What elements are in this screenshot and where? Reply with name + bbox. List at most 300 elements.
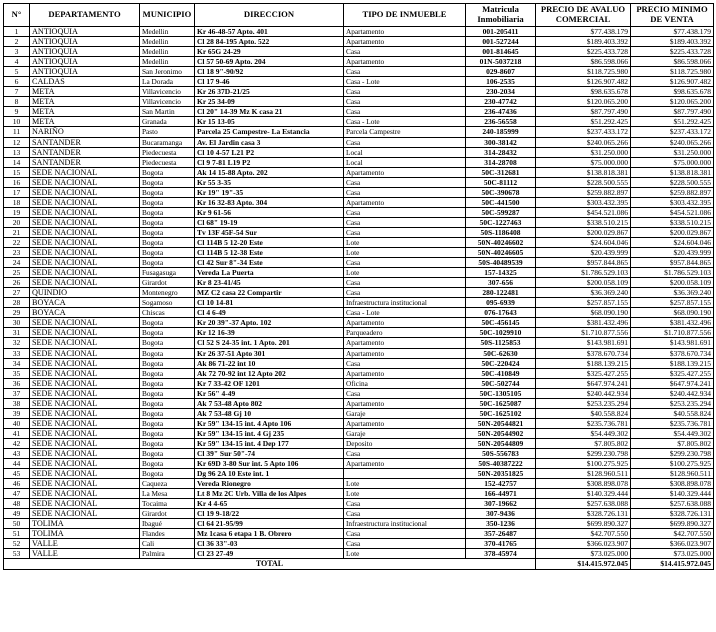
table-row [4,197,714,207]
cell-property-type: Deposito [344,438,466,448]
cell-number: 3 [4,47,30,57]
cell-municipality: Bogota [140,428,195,438]
cell-commercial-price: $42.707.550 [536,529,631,539]
cell-municipality: Piedecuesta [140,157,195,167]
cell-minimum-price: $20.439.999 [631,248,714,258]
table-row [4,227,714,237]
cell-property-type: Apartamento [344,167,466,177]
cell-address: Cl 10 14-81 [195,298,344,308]
cell-department: ANTIOQUIA [30,57,140,67]
cell-minimum-price: $308.898.078 [631,479,714,489]
cell-address: Cl 20" 14-39 Mz K casa 21 [195,107,344,117]
cell-property-type: Casa [344,499,466,509]
cell-minimum-price: $647.974.241 [631,378,714,388]
cell-property-type: Casa [344,509,466,519]
cell-number: 6 [4,77,30,87]
table-row [4,137,714,147]
cell-number: 33 [4,348,30,358]
cell-registration: 370-41765 [466,539,536,549]
cell-minimum-price: $325.427.255 [631,368,714,378]
cell-commercial-price: $126.907.482 [536,77,631,87]
cell-minimum-price: $240.442.934 [631,388,714,398]
cell-property-type: Apartamento [344,368,466,378]
cell-municipality: Bogota [140,459,195,469]
cell-minimum-price: $24.604.046 [631,237,714,247]
cell-municipality: Bogota [140,167,195,177]
cell-registration: 001-527244 [466,37,536,47]
cell-minimum-price: $73.025.000 [631,549,714,559]
cell-commercial-price: $120.065.200 [536,97,631,107]
cell-number: 41 [4,428,30,438]
cell-minimum-price: $68.090.190 [631,308,714,318]
cell-number: 43 [4,448,30,458]
cell-property-type: Casa [344,227,466,237]
cell-department: BOYACA [30,298,140,308]
cell-registration: 50C-1625087 [466,398,536,408]
cell-commercial-price: $1.786.529.103 [536,268,631,278]
cell-registration: 236-56558 [466,117,536,127]
cell-commercial-price: $140.329.444 [536,489,631,499]
cell-address: Cl 17 9-46 [195,77,344,87]
cell-registration: 50C-312681 [466,167,536,177]
cell-minimum-price: $303.432.395 [631,197,714,207]
table-row [4,549,714,559]
cell-municipality: Medellin [140,37,195,47]
cell-commercial-price: $240.065.266 [536,137,631,147]
cell-number: 52 [4,539,30,549]
cell-department: SEDE NACIONAL [30,348,140,358]
cell-address: Kr 59" 134-15 int. 4 Apto 106 [195,418,344,428]
cell-address: Kr 16 32-83 Apto. 304 [195,197,344,207]
cell-minimum-price: $378.670.734 [631,348,714,358]
cell-municipality: Bogota [140,378,195,388]
cell-property-type: Apartamento [344,418,466,428]
cell-number: 2 [4,37,30,47]
cell-municipality: Villavicencio [140,87,195,97]
cell-number: 40 [4,418,30,428]
cell-department: SANTANDER [30,137,140,147]
cell-minimum-price: $138.818.381 [631,167,714,177]
cell-department: TOLIMA [30,519,140,529]
cell-commercial-price: $40.558.824 [536,408,631,418]
cell-department: SEDE NACIONAL [30,408,140,418]
cell-minimum-price: $257.638.088 [631,499,714,509]
cell-commercial-price: $24.604.046 [536,237,631,247]
cell-number: 12 [4,137,30,147]
cell-minimum-price: $1.786.529.103 [631,268,714,278]
header-municipality: MUNICIPIO [140,4,195,27]
cell-registration: 314-28708 [466,157,536,167]
header-registration: Matricula Inmobiliaria [466,4,536,27]
cell-registration: 300-38142 [466,137,536,147]
cell-department: SEDE NACIONAL [30,509,140,519]
cell-commercial-price: $259.882.897 [536,187,631,197]
table-body [4,27,714,559]
cell-department: SEDE NACIONAL [30,418,140,428]
cell-address: Kr 55 3-35 [195,177,344,187]
cell-municipality: Flandes [140,529,195,539]
cell-number: 44 [4,459,30,469]
cell-department: ANTIOQUIA [30,47,140,57]
cell-commercial-price: $647.974.241 [536,378,631,388]
cell-municipality: Bogota [140,177,195,187]
cell-address: Kr 65G 24-29 [195,47,344,57]
cell-commercial-price: $381.432.496 [536,318,631,328]
cell-address: Kr 59" 134-15 int. 4 Dep 177 [195,438,344,448]
cell-address: Kr 46-48-57 Apto. 401 [195,27,344,37]
cell-municipality: Granada [140,117,195,127]
cell-municipality: Bogota [140,388,195,398]
cell-department: SEDE NACIONAL [30,489,140,499]
cell-minimum-price: $235.736.781 [631,418,714,428]
cell-registration: 029-8607 [466,67,536,77]
cell-department: SEDE NACIONAL [30,358,140,368]
cell-property-type: Lote [344,268,466,278]
table-row [4,268,714,278]
cell-minimum-price: $51.292.425 [631,117,714,127]
cell-property-type: Garaje [344,408,466,418]
cell-address: Cl 64 21-95/99 [195,519,344,529]
cell-department: ANTIOQUIA [30,67,140,77]
cell-registration: 50C-410849 [466,368,536,378]
cell-number: 37 [4,388,30,398]
cell-municipality: San Jeronimo [140,67,195,77]
table-row [4,318,714,328]
cell-municipality: Bogota [140,227,195,237]
cell-commercial-price: $68.090.190 [536,308,631,318]
cell-registration: 50C-1029910 [466,328,536,338]
cell-property-type: Lote [344,489,466,499]
table-row [4,77,714,87]
cell-minimum-price: $299.230.798 [631,448,714,458]
cell-number: 42 [4,438,30,448]
cell-commercial-price: $138.818.381 [536,167,631,177]
cell-municipality: Bogota [140,318,195,328]
cell-department: BOYACA [30,308,140,318]
cell-property-type: Casa [344,358,466,368]
cell-municipality: Bogota [140,258,195,268]
cell-minimum-price: $128.960.511 [631,469,714,479]
cell-property-type: Casa [344,278,466,288]
cell-minimum-price: $42.707.550 [631,529,714,539]
cell-department: SEDE NACIONAL [30,368,140,378]
cell-minimum-price: $253.235.294 [631,398,714,408]
cell-municipality: Bucaramanga [140,137,195,147]
cell-municipality: Bogota [140,338,195,348]
cell-minimum-price: $338.510.215 [631,217,714,227]
cell-number: 17 [4,187,30,197]
cell-registration: 50C-502744 [466,378,536,388]
header-minimum-price: PRECIO MINIMO DE VENTA [631,4,714,27]
cell-department: SEDE NACIONAL [30,278,140,288]
cell-address: Kr 4 4-65 [195,499,344,509]
cell-commercial-price: $240.442.934 [536,388,631,398]
cell-address: Kr 15 13-05 [195,117,344,127]
table-row [4,157,714,167]
cell-municipality: Medellin [140,57,195,67]
cell-municipality: San Martin [140,107,195,117]
cell-address: Cl 23 27-49 [195,549,344,559]
cell-registration: 50N-20544821 [466,418,536,428]
cell-commercial-price: $200.029.867 [536,227,631,237]
cell-property-type: Apartamento [344,459,466,469]
cell-municipality: Ibagué [140,519,195,529]
cell-number: 31 [4,328,30,338]
cell-address: Kr 9 61-56 [195,207,344,217]
cell-commercial-price: $73.025.000 [536,549,631,559]
cell-registration: 50N-40246605 [466,248,536,258]
cell-address: Av. El Jardin casa 3 [195,137,344,147]
cell-department: SEDE NACIONAL [30,177,140,187]
cell-number: 16 [4,177,30,187]
cell-registration: 166-44971 [466,489,536,499]
cell-property-type: Apartamento [344,57,466,67]
cell-registration: 236-47436 [466,107,536,117]
cell-minimum-price: $1.710.877.556 [631,328,714,338]
cell-department: SEDE NACIONAL [30,398,140,408]
table-row [4,47,714,57]
cell-municipality: Medellin [140,27,195,37]
cell-department: SANTANDER [30,157,140,167]
cell-registration: 230-2034 [466,87,536,97]
cell-commercial-price: $328.726.131 [536,509,631,519]
cell-minimum-price: $259.882.897 [631,187,714,197]
table-row [4,539,714,549]
cell-municipality: Bogota [140,348,195,358]
cell-property-type: Casa [344,177,466,187]
table-row [4,388,714,398]
cell-commercial-price: $128.960.511 [536,469,631,479]
cell-commercial-price: $51.292.425 [536,117,631,127]
cell-department: SEDE NACIONAL [30,338,140,348]
cell-address: Kr 25 34-09 [195,97,344,107]
cell-property-type: Apartamento [344,318,466,328]
cell-address: Cl 52 S 24-35 int. 1 Apto. 201 [195,338,344,348]
table-row [4,308,714,318]
cell-address: Cl 39" Sur 50"-74 [195,448,344,458]
header-commercial-price: PRECIO DE AVALUO COMERCIAL [536,4,631,27]
cell-property-type: Garaje [344,428,466,438]
cell-municipality: Bogota [140,368,195,378]
cell-department: NARIÑO [30,127,140,137]
cell-property-type: Casa [344,288,466,298]
cell-number: 22 [4,237,30,247]
cell-address: Kr 26 37-51 Apto 301 [195,348,344,358]
cell-commercial-price: $36.369.240 [536,288,631,298]
cell-department: QUINDIO [30,288,140,298]
cell-minimum-price: $957.844.865 [631,258,714,268]
cell-registration: 230-47742 [466,97,536,107]
cell-registration: 307-19662 [466,499,536,509]
cell-number: 23 [4,248,30,258]
table-row [4,248,714,258]
cell-commercial-price: $699.890.327 [536,519,631,529]
cell-department: SANTANDER [30,147,140,157]
cell-registration: 01N-5037218 [466,57,536,67]
cell-municipality: Bogota [140,358,195,368]
cell-commercial-price: $957.844.865 [536,258,631,268]
cell-minimum-price: $86.598.066 [631,57,714,67]
table-row [4,177,714,187]
cell-municipality: Cali [140,539,195,549]
cell-municipality: Girardot [140,278,195,288]
cell-number: 29 [4,308,30,318]
cell-commercial-price: $87.797.490 [536,107,631,117]
table-row [4,398,714,408]
cell-number: 26 [4,278,30,288]
cell-commercial-price: $257.638.088 [536,499,631,509]
cell-number: 36 [4,378,30,388]
cell-number: 39 [4,408,30,418]
header-row [4,4,714,27]
cell-address: Cl 4 6-49 [195,308,344,318]
cell-registration: 001-205411 [466,27,536,37]
cell-commercial-price: $299.230.798 [536,448,631,458]
cell-commercial-price: $235.736.781 [536,418,631,428]
cell-property-type: Lote [344,248,466,258]
cell-number: 5 [4,67,30,77]
table-row [4,368,714,378]
table-row [4,278,714,288]
table-row [4,479,714,489]
cell-number: 25 [4,268,30,278]
cell-commercial-price: $257.857.155 [536,298,631,308]
table-row [4,499,714,509]
header-address: DIRECCION [195,4,344,27]
cell-address: Ak 86 71-22 int 10 [195,358,344,368]
cell-address: Kr 59" 134-15 int. 4 Gj 235 [195,428,344,438]
cell-property-type: Casa [344,47,466,57]
cell-municipality: Bogota [140,187,195,197]
cell-address: MZ C2 casa 22 Compartir [195,288,344,298]
cell-municipality: Bogota [140,469,195,479]
cell-municipality: Montenegro [140,288,195,298]
table-row [4,459,714,469]
cell-municipality: Villavicencio [140,97,195,107]
cell-address: Ak 7 53-48 Gj 10 [195,408,344,418]
cell-commercial-price: $225.433.728 [536,47,631,57]
cell-number: 15 [4,167,30,177]
cell-minimum-price: $699.890.327 [631,519,714,529]
table-footer [4,559,714,570]
table-row [4,328,714,338]
cell-property-type: Casa [344,539,466,549]
cell-minimum-price: $126.907.482 [631,77,714,87]
cell-property-type: Casa - Lote [344,117,466,127]
cell-municipality: La Dorada [140,77,195,87]
cell-municipality: Bogota [140,418,195,428]
cell-address: Cl 28 84-195 Apto. 522 [195,37,344,47]
cell-department: SEDE NACIONAL [30,428,140,438]
cell-minimum-price: $120.065.200 [631,97,714,107]
table-row [4,107,714,117]
cell-department: SEDE NACIONAL [30,438,140,448]
cell-registration: 50C-1305105 [466,388,536,398]
cell-department: TOLIMA [30,529,140,539]
cell-number: 51 [4,529,30,539]
cell-property-type: Casa [344,207,466,217]
cell-commercial-price: $366.023.907 [536,539,631,549]
cell-commercial-price: $118.725.980 [536,67,631,77]
total-row [4,559,714,570]
cell-number: 1 [4,27,30,37]
cell-number: 10 [4,117,30,127]
cell-registration: 50S-40489539 [466,258,536,268]
cell-commercial-price: $200.058.109 [536,278,631,288]
cell-number: 8 [4,97,30,107]
cell-department: SEDE NACIONAL [30,388,140,398]
cell-number: 18 [4,197,30,207]
cell-property-type: Lote [344,237,466,247]
cell-department: META [30,117,140,127]
cell-property-type: Apartamento [344,37,466,47]
cell-department: ANTIOQUIA [30,37,140,47]
header-property-type: TIPO DE INMUEBLE [344,4,466,27]
cell-number: 50 [4,519,30,529]
cell-commercial-price: $454.521.086 [536,207,631,217]
cell-minimum-price: $98.635.678 [631,87,714,97]
table-row [4,408,714,418]
property-table [3,3,714,570]
cell-address: Cl 36 33"-03 [195,539,344,549]
cell-municipality: Bogota [140,328,195,338]
cell-commercial-price: $325.427.255 [536,368,631,378]
cell-number: 9 [4,107,30,117]
cell-registration: 50N-20544902 [466,428,536,438]
table-row [4,207,714,217]
cell-property-type: Infraestructura institucional [344,298,466,308]
property-table-container [3,3,713,570]
cell-minimum-price: $140.329.444 [631,489,714,499]
cell-commercial-price: $228.500.555 [536,177,631,187]
cell-number: 46 [4,479,30,489]
cell-municipality: Bogota [140,217,195,227]
cell-property-type: Infraestructura institucional [344,519,466,529]
cell-department: META [30,97,140,107]
cell-commercial-price: $378.670.734 [536,348,631,358]
cell-commercial-price: $253.235.294 [536,398,631,408]
cell-minimum-price: $200.029.867 [631,227,714,237]
cell-property-type: Local [344,147,466,157]
cell-address: Kr 12 16-39 [195,328,344,338]
cell-address: Mz 1casa 6 etapa 1 B. Obrero [195,529,344,539]
cell-address: Cl 42 Sur 8"-34 Este [195,258,344,268]
cell-registration: 152-42757 [466,479,536,489]
cell-number: 24 [4,258,30,268]
cell-registration: 106-2535 [466,77,536,87]
table-row [4,147,714,157]
cell-address: Lt 8 Mz 2C Urb. Villa de los Alpes [195,489,344,499]
cell-registration: 50C-390678 [466,187,536,197]
cell-property-type: Apartamento [344,348,466,358]
table-row [4,338,714,348]
cell-number: 21 [4,227,30,237]
cell-registration: 280-122481 [466,288,536,298]
cell-minimum-price: $118.725.980 [631,67,714,77]
cell-registration: 314-28432 [466,147,536,157]
table-row [4,509,714,519]
table-row [4,127,714,137]
cell-registration: 157-14325 [466,268,536,278]
cell-municipality: Chiscas [140,308,195,318]
cell-number: 32 [4,338,30,348]
cell-registration: 50S-40387222 [466,459,536,469]
table-row [4,418,714,428]
cell-number: 53 [4,549,30,559]
cell-department: META [30,87,140,97]
cell-commercial-price: $31.250.000 [536,147,631,157]
cell-address: Cl 114B 5 12-20 Este [195,237,344,247]
